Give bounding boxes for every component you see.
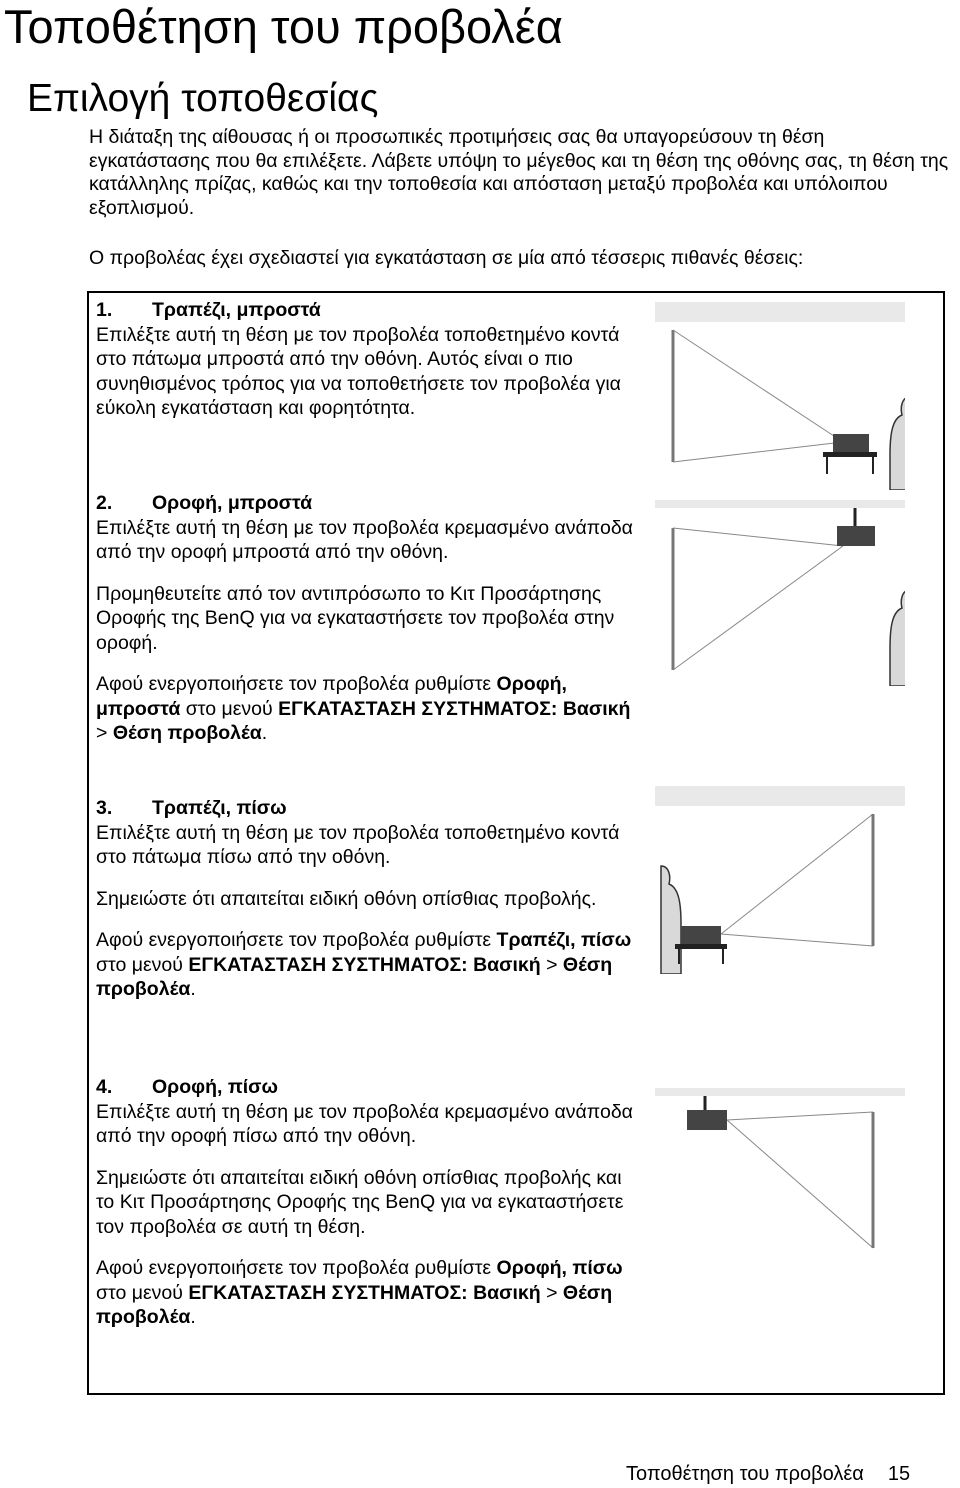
position-1-text — [96, 298, 641, 421]
position-4-note: Σημειώστε ότι απαιτείται ειδική οθόνη οπίσθιας προβολής και το Κιτ Προσάρτησης Οροφής της BenQ για να εγκαταστήσετε τον προβολέα σε αυτή τη θέση. — [96, 1166, 624, 1238]
position-3-heading: 3. Τραπέζι, πίσω — [96, 797, 287, 819]
section-heading: Επιλογή τοποθεσίας — [27, 77, 379, 120]
projector-icon — [687, 1110, 727, 1130]
projector-icon — [837, 526, 875, 546]
floor-front-illustration — [655, 302, 905, 490]
page-title: Τοποθέτηση του προβολέα — [4, 0, 563, 53]
page-number: 15 — [887, 1463, 911, 1485]
position-4-description: Επιλέξτε αυτή τη θέση με τον προβολέα κρεμασμένο ανάποδα από την οροφή πίσω από την οθόνη. — [96, 1100, 633, 1147]
position-1-heading: 1. Τραπέζι, μπροστά — [96, 299, 321, 321]
intro-positions-paragraph: Ο προβολέας έχει σχεδιαστεί για εγκατάσταση σε μία από τέσσερις πιθανές θέσεις: — [89, 247, 804, 269]
position-2-description: Επιλέξτε αυτή τη θέση με τον προβολέα κρεμασμένο ανάποδα από την οροφή μπροστά από την οθόνη. — [96, 516, 633, 563]
position-2-heading: 2. Οροφή, μπροστά — [96, 492, 313, 514]
page-footer — [626, 1462, 910, 1486]
position-3-note: Σημειώστε ότι απαιτείται ειδική οθόνη οπίσθιας προβολής. — [96, 887, 597, 910]
ceiling-front-illustration — [655, 500, 905, 686]
position-4-text — [96, 1075, 641, 1330]
position-3-text — [96, 796, 641, 1002]
floor-rear-illustration — [655, 786, 905, 974]
position-4-heading: 4. Οροφή, πίσω — [96, 1076, 278, 1098]
position-2-setting: Αφού ενεργοποιήσετε τον προβολέα ρυθμίστε Οροφή, μπροστά στο μενού ΕΓΚΑΤΑΣΤΑΣΗ ΣΥΣΤΗΜΑΤΟΣ: Βασική > Θέση προβολέα. — [96, 673, 631, 744]
position-3-setting: Αφού ενεργοποιήσετε τον προβολέα ρυθμίστε Τραπέζι, πίσω στο μενού ΕΓΚΑΤΑΣΤΑΣΗ ΣΥΣΤΗΜΑΤΟΣ: Βασική > Θέση προβολέα. — [96, 929, 632, 1000]
position-4-setting: Αφού ενεργοποιήσετε τον προβολέα ρυθμίστε Οροφή, πίσω στο μενού ΕΓΚΑΤΑΣΤΑΣΗ ΣΥΣΤΗΜΑΤΟΣ: Βασική > Θέση προβολέα. — [96, 1257, 623, 1328]
position-2-text — [96, 491, 641, 746]
position-3-description: Επιλέξτε αυτή τη θέση με τον προβολέα τοποθετημένο κοντά στο πάτωμα πίσω από την οθόνη. — [96, 821, 620, 868]
projector-icon — [833, 434, 869, 452]
projector-icon — [681, 926, 721, 944]
position-2-note: Προμηθευτείτε από τον αντιπρόσωπο το Κιτ Προσάρτησης Οροφής της BenQ για να εγκαταστήσετε τον προβολέα στην οροφή. — [96, 582, 615, 654]
ceiling-rear-illustration — [655, 1088, 905, 1268]
footer-section-title: Τοποθέτηση του προβολέα — [626, 1463, 864, 1485]
intro-paragraph: Η διάταξη της αίθουσας ή οι προσωπικές προτιμήσεις σας θα υπαγορεύσουν τη θέση εγκατάστασης που θα επιλέξετε. Λάβετε υπόψη το μέγεθος και τη θέση της οθόνης σας, τη θέση της κατάλληλης πρίζας, καθώς και την τοποθεσία και απόσταση μεταξύ προβολέα και υπόλοιπου εξοπλισμού. — [89, 126, 949, 219]
position-1-description: Επιλέξτε αυτή τη θέση με τον προβολέα τοποθετημένο κοντά στο πάτωμα μπροστά από την οθόνη. Αυτός είναι ο πιο συνηθισμένος τρόπος για να τοποθετήσετε τον προβολέα για εύκολη εγκατάσταση και φορητότητα. — [96, 323, 621, 419]
